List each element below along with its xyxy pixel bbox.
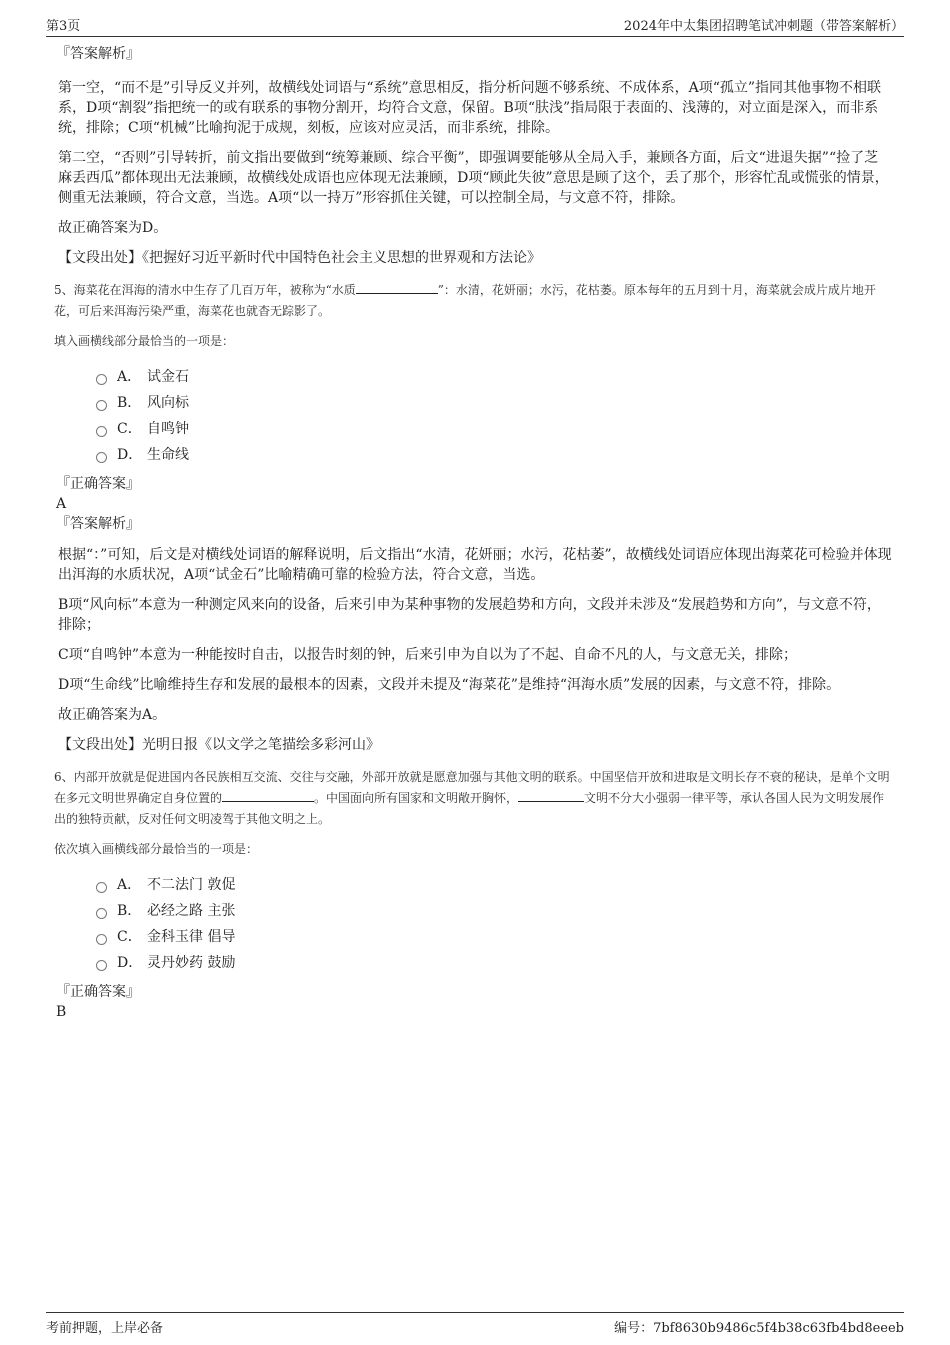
option-a[interactable]: A． 不二法门 敦促: [96, 871, 892, 897]
radio-button[interactable]: [96, 400, 107, 411]
radio-button[interactable]: [96, 882, 107, 893]
page-header: [46, 14, 904, 37]
footer-slogan: 考前押题，上岸必备: [46, 1321, 164, 1336]
question-6-options: [96, 871, 892, 975]
radio-button[interactable]: [96, 452, 107, 463]
analysis-paragraph: D项“生命线”比喻维持生存和发展的最根本的因素，文段并未提及“海菜花”是维持“洱海水质”发展的因素，与文意不符，排除。: [58, 677, 841, 693]
document-code: 编号：7bf8630b9486c5f4b38c63fb4bd8eeeb: [614, 1321, 904, 1336]
question-6-prompt: 依次填入画横线部分最恰当的一项是：: [54, 842, 259, 856]
analysis-label: 『答案解析』: [56, 46, 140, 62]
analysis-paragraph: 第一空，“而不是”引导反义并列，故横线处词语与“系统”意思相反，指分析问题不够系统、不成体系，A项“孤立”指同其他事物不相联系，D项“割裂”指把统一的或有联系的事物分割开，均符合文意，保留。B项“肤浅”指局限于表面的、浅薄的，对立面是深入，而非系统，排除；C项“机械”比喻拘泥于成规，刻板，应该对应灵活，而非系统，排除。: [58, 80, 882, 136]
page-footer: [46, 1312, 904, 1336]
analysis-paragraph: B项“风向标”本意为一种测定风来向的设备，后来引申为某种事物的发展趋势和方向，文段并未涉及“发展趋势和方向”，与文意不符，排除；: [58, 597, 881, 633]
page-content: [56, 44, 892, 1023]
radio-button[interactable]: [96, 908, 107, 919]
option-d[interactable]: D． 生命线: [96, 441, 892, 467]
question-5-prompt: 填入画横线部分最恰当的一项是：: [54, 334, 235, 348]
option-c[interactable]: C． 自鸣钟: [96, 415, 892, 441]
question-5-text: 5、海菜花在洱海的清水中生存了几百万年，被称为“水质 ”：水清，花妍丽；水污，花枯萎。原本每年的五月到十月，海菜就会成片成片地开花，可后来洱海污染严重，海菜花也就杳无踪影了。: [54, 283, 876, 318]
radio-button[interactable]: [96, 960, 107, 971]
correct-answer-label: 『正确答案』: [56, 984, 140, 1000]
analysis-paragraph: 根据“：”可知，后文是对横线处词语的解释说明，后文指出“水清，花妍丽；水污，花枯萎”，故横线处词语应体现出海菜花可检验并体现出洱海的水质状况，A项“试金石”比喻精确可靠的检验方法，符合文意，当选。: [58, 547, 892, 583]
analysis-paragraph: C项“自鸣钟”本意为一种能按时自击，以报告时刻的钟，后来引申为自以为了不起、自命不凡的人，与文意无关，排除；: [58, 647, 798, 663]
radio-button[interactable]: [96, 374, 107, 385]
source-citation: 【文段出处】《把握好习近平新时代中国特色社会主义思想的世界观和方法论》: [58, 250, 541, 266]
analysis-paragraph: 故正确答案为D。: [58, 220, 168, 236]
fill-blank: [518, 789, 584, 802]
option-b[interactable]: B． 必经之路 主张: [96, 897, 892, 923]
option-a[interactable]: A． 试金石: [96, 363, 892, 389]
option-c[interactable]: C． 金科玉律 倡导: [96, 923, 892, 949]
analysis-paragraph: 故正确答案为A。: [58, 707, 167, 723]
correct-answer-value: B: [56, 1004, 67, 1020]
analysis-paragraph: 第二空，“否则”引导转折，前文指出要做到“统筹兼顾、综合平衡”，即强调要能够从全局入手，兼顾各方面，后文“进退失据”“捡了芝麻丢西瓜”都体现出无法兼顾，故横线处成语也应体现无法兼顾，D项“顾此失彼”意思是顾了这个，丢了那个，形容忙乱或慌张的情景，侧重无法兼顾，符合文意，当选。A项“以一持万”形容抓住关键，可以控制全局，与文意不符，排除。: [58, 150, 889, 206]
analysis-label: 『答案解析』: [56, 516, 140, 532]
radio-button[interactable]: [96, 426, 107, 437]
fill-blank: [356, 281, 438, 294]
option-d[interactable]: D． 灵丹妙药 鼓励: [96, 949, 892, 975]
fill-blank: [222, 789, 314, 802]
option-b[interactable]: B． 风向标: [96, 389, 892, 415]
radio-button[interactable]: [96, 934, 107, 945]
document-title: 2024年中太集团招聘笔试冲刺题（带答案解析）: [623, 19, 904, 34]
source-citation: 【文段出处】光明日报《以文学之笔描绘多彩河山》: [58, 737, 380, 753]
question-5-options: [96, 363, 892, 467]
page-number: 第3页: [46, 19, 81, 34]
correct-answer-label: 『正确答案』: [56, 476, 140, 492]
question-6-text: 6、内部开放就是促进国内各民族相互交流、交往与交融，外部开放就是愿意加强与其他文明的联系。中国坚信开放和进取是文明长存不衰的秘诀，是单个文明在多元文明世界确定自身位置的 。中国面向所有国家和文明敞开胸怀， 文明不分大小强弱一律平等，承认各国人民为文明发展作出的独特贡献，反对任何文明凌驾于其他文明之上。: [54, 770, 890, 826]
correct-answer-value: A: [56, 496, 67, 512]
